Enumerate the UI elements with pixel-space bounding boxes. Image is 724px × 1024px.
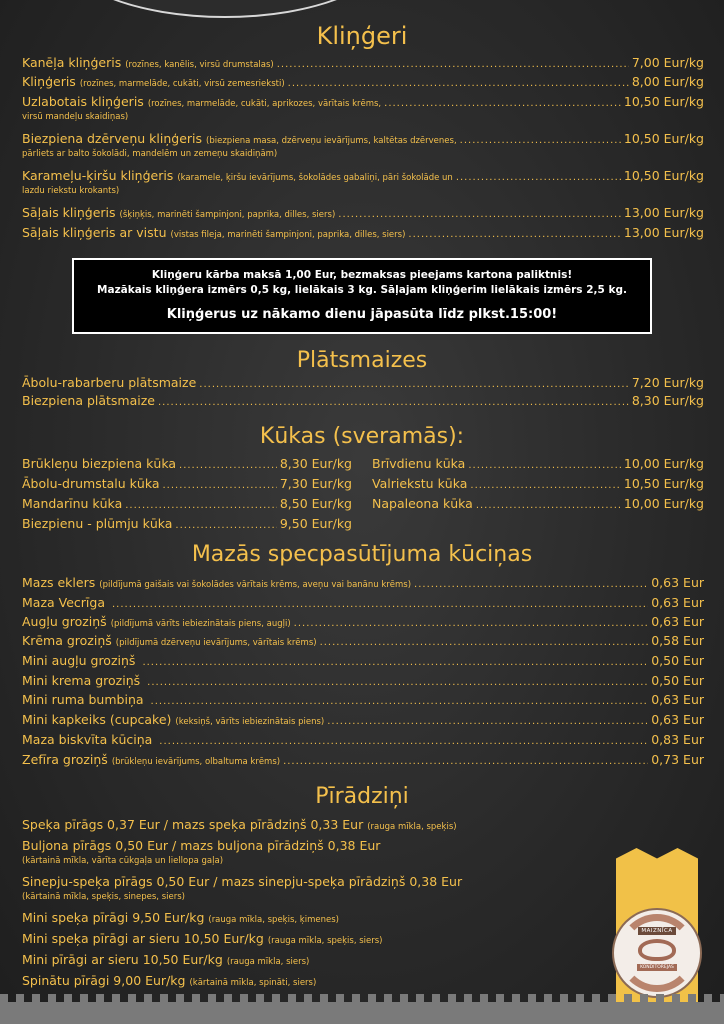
- menu-item: Biezpiena plātsmaize ..... 8,30 Eur/kg: [22, 393, 704, 408]
- menu-item-description: (kārtainā mīkla, speķis, sinepes, siers): [22, 892, 185, 902]
- menu-item: Augļu groziņš (pildījumā vārīts iebiezinātais piens, augļi) ..... 0,63 Eur: [22, 614, 704, 629]
- menu-item: Krēma groziņš (pildījumā dzērveņu ievārījums, vārītais krēms) ..... 0,58 Eur: [22, 633, 704, 648]
- logo-ring: [618, 914, 696, 992]
- footer-strip: [0, 1002, 724, 1024]
- notice-deadline: Kliņģerus uz nākamo dienu jāpasūta līdz plkst.15:00!: [166, 307, 558, 322]
- order-notice-box: [72, 258, 652, 334]
- menu-item: Sinepju-speķa pīrāgs 0,50 Eur / mazs sinepju-speķa pīrādziņš 0,38 Eur: [22, 874, 463, 889]
- menu-item-description: lazdu riekstu krokants): [22, 186, 120, 196]
- section-title-platsmaizes: Plātsmaizes: [296, 348, 428, 373]
- menu-item: Biezpiena dzērveņu kliņģeris (biezpiena masa, dzērveņu ievārījums, kaltētas dzērvenes, ..... 10,50 Eur/kg: [22, 131, 704, 146]
- menu-item-description: pārliets ar balto šokolādi, mandelēm un zemeņu skaidiņām): [22, 149, 278, 159]
- menu-item: Maza biskvīta kūciņa ..... 0,83 Eur: [22, 732, 704, 747]
- menu-item-description: (kārtainā mīkla, vārīta cūkgaļa un liellopa gaļa): [22, 856, 224, 866]
- menu-item: Maza Vecrīga ..... 0,63 Eur: [22, 595, 704, 610]
- section-title-kucinas: Mazās specpasūtījuma kūciņas: [191, 542, 533, 567]
- logo-shop-label: MAIZNĪCA: [638, 927, 675, 935]
- logo-sub-label: KONDITOREJAS: [637, 964, 677, 971]
- menu-item: Brūkleņu biezpiena kūka ..... 8,30 Eur/kg: [22, 456, 352, 471]
- menu-item: Mini kapkeiks (cupcake) (keksiņš, vārīts iebiezinātais piens) ..... 0,63 Eur: [22, 712, 704, 727]
- menu-item: Mini krema groziņš ..... 0,50 Eur: [22, 673, 704, 688]
- section-title-klingeri: Kliņģeri: [316, 22, 408, 50]
- menu-item: Mini speķa pīrāgi ar sieru 10,50 Eur/kg (rauga mīkla, speķis, siers): [22, 931, 383, 946]
- menu-item: Mini augļu groziņš ..... 0,50 Eur: [22, 653, 704, 668]
- menu-item: Sāļais kliņģeris ar vistu (vistas fileja, marinēti šampinjoni, paprika, dilles, siers) ..... 13,00 Eur/kg: [22, 225, 704, 240]
- menu-item: Karameļu-ķiršu kliņģeris (karamele, ķiršu ievārījums, šokolādes gabaliņi, pāri šokolāde un ..... 10,50 Eur/kg: [22, 168, 704, 183]
- menu-item: Mini pīrāgi ar sieru 10,50 Eur/kg (rauga mīkla, siers): [22, 952, 310, 967]
- menu-item: Sāļais kliņģeris (šķiņķis, marinēti šampinjoni, paprika, dilles, siers) ..... 13,00 Eur/kg: [22, 205, 704, 220]
- menu-item: Mazs eklers (pildījumā gaišais vai šokolādes vārītais krēms, aveņu vai banānu krēms) ..... 0,63 Eur: [22, 575, 704, 590]
- menu-item: Biezpienu - plūmju kūka ..... 9,50 Eur/kg: [22, 516, 352, 531]
- notice-line: Kliņģeru kārba maksā 1,00 Eur, bezmaksas pieejams kartona paliktnis!: [151, 269, 573, 281]
- menu-item: Spinātu pīrāgi 9,00 Eur/kg (kārtainā mīkla, spināti, siers): [22, 973, 317, 988]
- menu-item: Mini speķa pīrāgi 9,50 Eur/kg (rauga mīkla, speķis, ķimenes): [22, 910, 339, 925]
- menu-item: Mandarīnu kūka ..... 8,50 Eur/kg: [22, 496, 352, 511]
- menu-item: Brīvdienu kūka ..... 10,00 Eur/kg: [372, 456, 704, 471]
- bakery-logo: [612, 908, 702, 998]
- menu-item: Zefīra groziņš (brūkleņu ievārījums, olbaltuma krēms) ..... 0,73 Eur: [22, 752, 704, 767]
- header-arc-decoration: [60, 0, 390, 18]
- menu-item: Napaleona kūka ..... 10,00 Eur/kg: [372, 496, 704, 511]
- menu-item: Kanēļa kliņģeris (rozīnes, kanēlis, virsū drumstalas) ..... 7,00 Eur/kg: [22, 55, 704, 70]
- menu-item: Ābolu-rabarberu plātsmaize ..... 7,20 Eur/kg: [22, 375, 704, 390]
- menu-item: Uzlabotais kliņģeris (rozīnes, marmelāde, cukāti, aprikozes, vārītais krēms, ..... 10,50 Eur/kg: [22, 94, 704, 109]
- menu-item: Kliņģeris (rozīnes, marmelāde, cukāti, virsū zemesrieksti) ..... 8,00 Eur/kg: [22, 74, 704, 89]
- menu-item: Valriekstu kūka ..... 10,50 Eur/kg: [372, 476, 704, 491]
- menu-item: Buljona pīrāgs 0,50 Eur / mazs buljona pīrādziņš 0,38 Eur: [22, 838, 381, 853]
- menu-item-description: virsū mandeļu skaidiņas): [22, 112, 129, 122]
- menu-item: Speķa pīrāgs 0,37 Eur / mazs speķa pīrādziņš 0,33 Eur (rauga mīkla, speķis): [22, 817, 457, 832]
- menu-item: Mini ruma bumbiņa ..... 0,63 Eur: [22, 692, 704, 707]
- notice-line: Mazākais kliņģera izmērs 0,5 kg, lielākais 3 kg. Sāļajam kliņģerim lielākais izmērs 2,5 kg.: [97, 284, 627, 296]
- menu-item: Ābolu-drumstalu kūka ..... 7,30 Eur/kg: [22, 476, 352, 491]
- section-title-piradzini: Pīrādziņi: [315, 784, 409, 809]
- section-title-kukas: Kūkas (sveramās):: [259, 424, 465, 449]
